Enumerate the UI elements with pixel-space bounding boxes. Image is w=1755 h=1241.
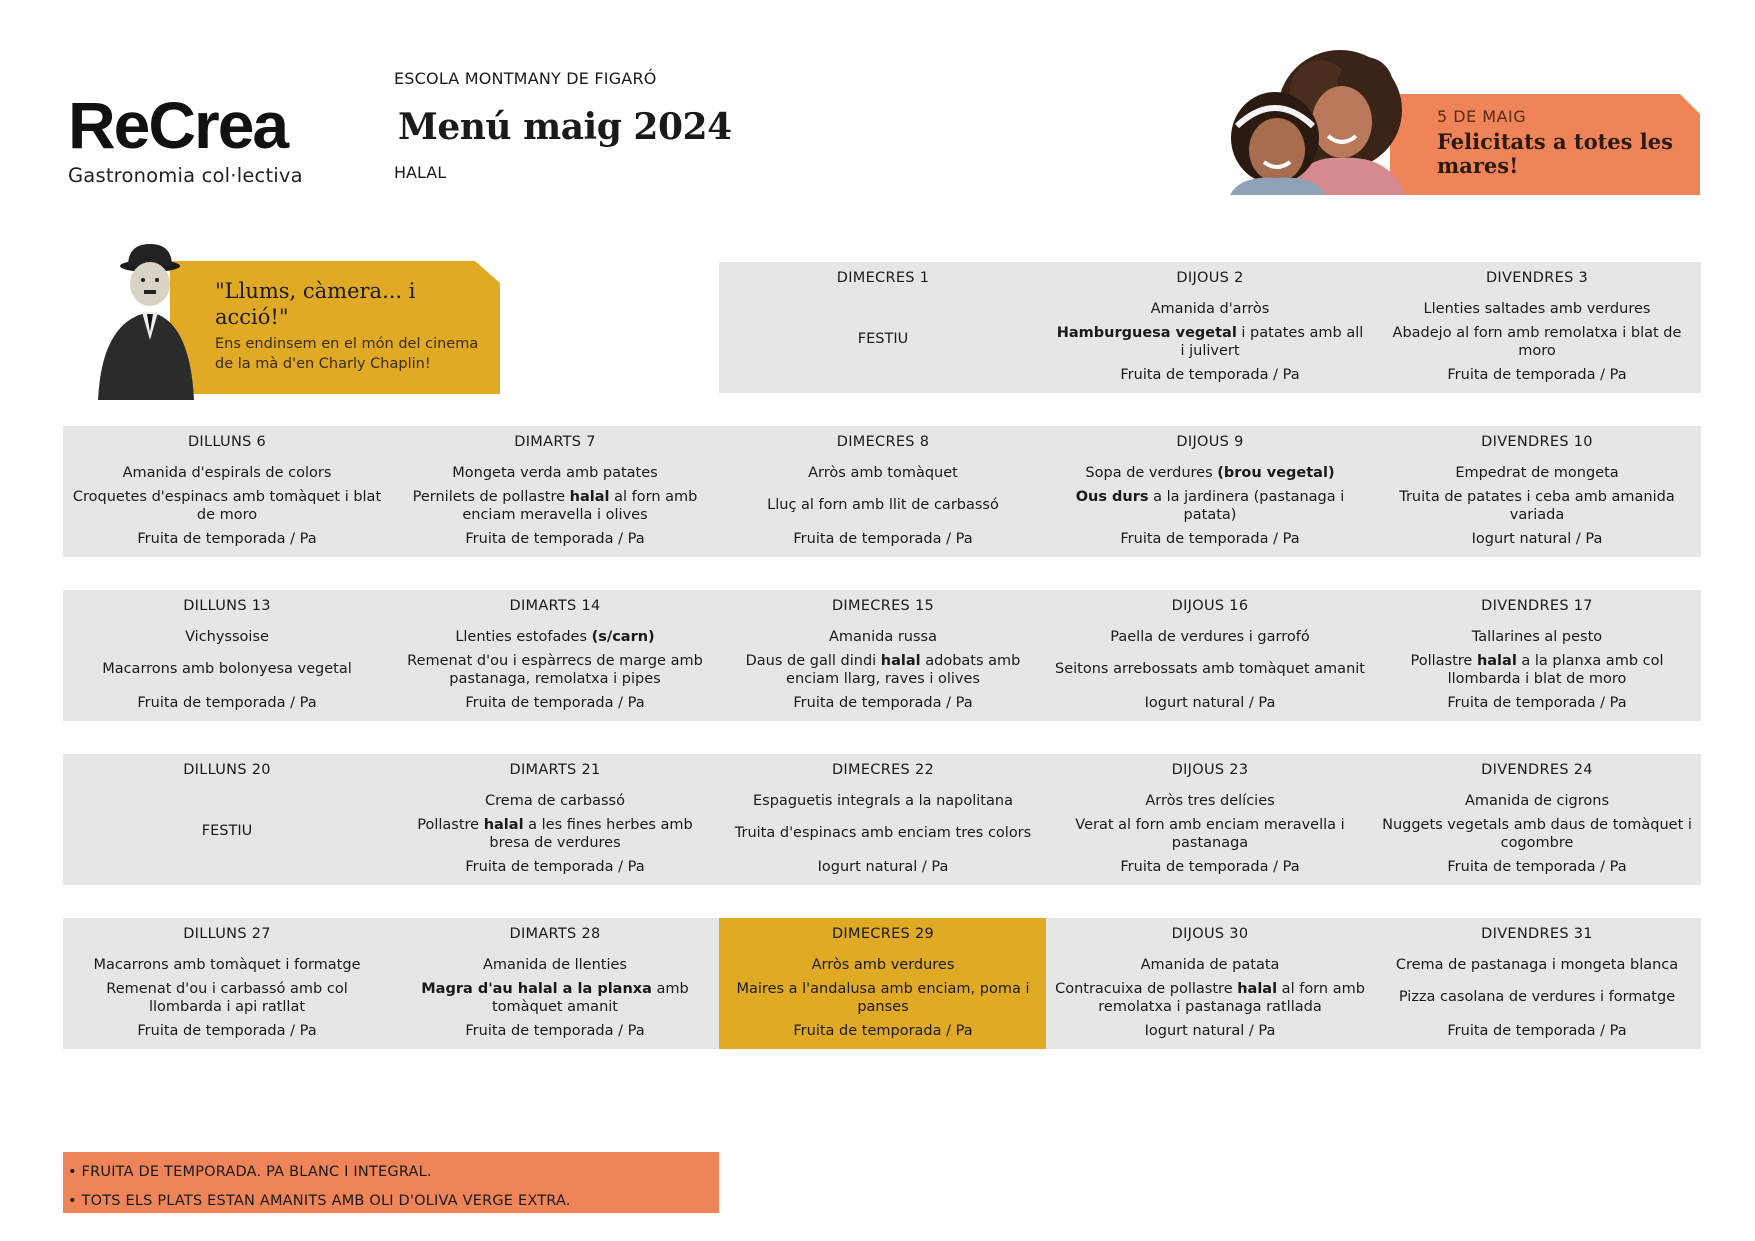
week-row — [63, 262, 1701, 393]
dessert: Fruita de temporada / Pa — [137, 1023, 317, 1039]
day-cell — [1373, 262, 1701, 393]
week-row — [63, 426, 1701, 557]
first-course: Vichyssoise — [185, 629, 269, 645]
day-cell — [391, 918, 719, 1049]
mother-daughter-photo — [1200, 50, 1415, 195]
second-course — [1054, 324, 1366, 360]
first-course: Mongeta verda amb patates — [452, 465, 658, 481]
second-course-highlight: halal — [880, 653, 921, 669]
day-label: DILLUNS 13 — [183, 598, 271, 614]
dessert: Fruita de temporada / Pa — [793, 531, 973, 547]
mothers-day-message: Felicitats a totes les mares! — [1437, 129, 1673, 178]
day-cell — [1046, 590, 1374, 721]
day-cell — [63, 918, 391, 1049]
empty-day-cell — [63, 262, 391, 393]
day-cell — [1373, 590, 1701, 721]
first-course: Empedrat de mongeta — [1455, 465, 1619, 481]
first-course: Amanida russa — [829, 629, 937, 645]
dessert: Fruita de temporada / Pa — [465, 1023, 645, 1039]
day-label: DIMECRES 8 — [836, 434, 930, 450]
day-cell — [1046, 918, 1374, 1049]
second-course: Truita d'espinacs amb enciam tres colors — [734, 825, 1032, 841]
second-course-text: amb tomàquet amanit — [492, 981, 689, 1015]
day-cell — [1373, 754, 1701, 885]
second-course: Truita de patates i ceba amb amanida variada — [1399, 489, 1675, 523]
day-cell — [1046, 262, 1374, 393]
second-course — [399, 980, 711, 1016]
day-label: DIMARTS 28 — [509, 926, 601, 942]
day-cell — [391, 590, 719, 721]
day-label: DIJOUS 23 — [1171, 762, 1249, 778]
day-label: DIVENDRES 17 — [1481, 598, 1593, 614]
first-course-text: Sopa de verdures — [1085, 465, 1218, 481]
day-label: DIJOUS 9 — [1176, 434, 1244, 450]
dessert: Fruita de temporada / Pa — [465, 695, 645, 711]
dessert: Fruita de temporada / Pa — [1447, 367, 1627, 383]
day-cell — [391, 426, 719, 557]
day-label: DILLUNS 20 — [183, 762, 271, 778]
day-label: DIVENDRES 3 — [1485, 270, 1589, 286]
day-label: DIJOUS 30 — [1171, 926, 1249, 942]
second-course-highlight: halal — [1237, 981, 1278, 997]
second-course — [727, 652, 1039, 688]
day-label: DIVENDRES 31 — [1481, 926, 1593, 942]
menu-notes — [63, 1152, 719, 1213]
day-label: DILLUNS 27 — [183, 926, 271, 942]
brand-logo — [68, 88, 338, 187]
first-course: Arròs amb tomàquet — [808, 465, 958, 481]
empty-day-cell — [391, 262, 719, 393]
dessert: Fruita de temporada / Pa — [1120, 367, 1300, 383]
second-course-highlight: halal — [483, 817, 524, 833]
note-item: • FRUITA DE TEMPORADA. PA BLANC I INTEGRAL. — [68, 1164, 432, 1180]
first-course: Amanida d'arròs — [1150, 301, 1270, 317]
first-course: Amanida de patata — [1140, 957, 1280, 973]
day-cell — [1046, 754, 1374, 885]
second-course-text: al forn amb enciam meravella i olives — [462, 489, 698, 523]
first-course: Amanida de llenties — [483, 957, 627, 973]
brand-tagline: Gastronomia col·lectiva — [68, 164, 303, 187]
dessert: Iogurt natural / Pa — [1144, 1023, 1276, 1039]
day-label: DIMARTS 21 — [509, 762, 601, 778]
dessert: Fruita de temporada / Pa — [137, 695, 317, 711]
second-course-text: a la planxa amb col llombarda i blat de moro — [1447, 653, 1664, 687]
second-course — [1054, 488, 1366, 524]
holiday-label: FESTIU — [201, 823, 253, 839]
second-course: Remenat d'ou i espàrrecs de marge amb pastanaga, remolatxa i pipes — [407, 653, 703, 687]
second-course: Lluç al forn amb llit de carbassó — [767, 497, 999, 513]
day-label: DILLUNS 6 — [187, 434, 267, 450]
second-course-highlight: Hamburguesa vegetal — [1056, 325, 1237, 341]
first-course: Macarrons amb tomàquet i formatge — [93, 957, 361, 973]
mothers-day-date: 5 DE MAIG — [1437, 107, 1527, 126]
day-cell — [719, 590, 1047, 721]
first-course: Amanida de cigrons — [1464, 793, 1610, 809]
second-course: Macarrons amb bolonyesa vegetal — [102, 661, 352, 677]
day-cell — [719, 754, 1047, 885]
highlighted-day-cell — [719, 918, 1047, 1049]
note-item: • TOTS ELS PLATS ESTAN AMANITS AMB OLI D'OLIVA VERGE EXTRA. — [68, 1193, 571, 1209]
dessert: Fruita de temporada / Pa — [1447, 1023, 1627, 1039]
dessert: Iogurt natural / Pa — [817, 859, 949, 875]
dessert: Fruita de temporada / Pa — [793, 695, 973, 711]
day-cell — [63, 754, 391, 885]
mothers-day-banner — [1195, 50, 1700, 195]
first-course: Llenties saltades amb verdures — [1423, 301, 1651, 317]
day-cell — [1373, 426, 1701, 557]
second-course-text: adobats amb enciam llarg, raves i olives — [786, 653, 1021, 687]
dessert: Fruita de temporada / Pa — [465, 531, 645, 547]
dessert: Fruita de temporada / Pa — [793, 1023, 973, 1039]
dessert: Iogurt natural / Pa — [1144, 695, 1276, 711]
second-course — [1381, 652, 1693, 688]
chaplin-subtitle: Ens endinsem en el món del cinema de la mà d'en Charly Chaplin! — [215, 336, 479, 372]
second-course-highlight: Magra d'au halal a la planxa — [421, 981, 652, 997]
second-course-highlight: halal — [1476, 653, 1517, 669]
second-course-text: Contracuixa de pollastre — [1055, 981, 1238, 997]
dessert: Fruita de temporada / Pa — [1447, 695, 1627, 711]
first-course: Crema de pastanaga i mongeta blanca — [1395, 957, 1679, 973]
chaplin-title: "Llums, càmera... i acció!" — [215, 279, 416, 329]
day-cell — [719, 262, 1047, 393]
second-course: Croquetes d'espinacs amb tomàquet i blat de moro — [72, 489, 382, 523]
first-course: Amanida d'espirals de colors — [122, 465, 332, 481]
second-course: Nuggets vegetals amb daus de tomàquet i cogombre — [1382, 817, 1692, 851]
second-course: Pizza casolana de verdures i formatge — [1398, 989, 1676, 1005]
first-course-highlight: (brou vegetal) — [1217, 465, 1335, 481]
first-course: Arròs amb verdures — [811, 957, 955, 973]
dessert: Iogurt natural / Pa — [1471, 531, 1603, 547]
day-cell — [63, 590, 391, 721]
second-course-text: al forn amb remolatxa i pastanaga ratllada — [1098, 981, 1365, 1015]
first-course: Paella de verdures i garrofó — [1110, 629, 1310, 645]
second-course-text: Pollastre — [1410, 653, 1477, 669]
first-course: Tallarines al pesto — [1471, 629, 1603, 645]
day-label: DIVENDRES 24 — [1481, 762, 1593, 778]
day-label: DIJOUS 2 — [1176, 270, 1244, 286]
first-course: Espaguetis integrals a la napolitana — [753, 793, 1013, 809]
day-cell — [391, 754, 719, 885]
first-course — [401, 628, 709, 646]
first-course — [1056, 464, 1364, 482]
second-course: Verat al forn amb enciam meravella i pastanaga — [1075, 817, 1345, 851]
second-course-text: Daus de gall dindi — [745, 653, 881, 669]
day-label: DIMARTS 14 — [509, 598, 601, 614]
day-cell — [719, 426, 1047, 557]
school-name: ESCOLA MONTMANY DE FIGARÓ — [394, 69, 657, 88]
second-course — [1054, 980, 1366, 1016]
day-label: DIVENDRES 10 — [1481, 434, 1593, 450]
dessert: Fruita de temporada / Pa — [465, 859, 645, 875]
page-title: Menú maig 2024 — [398, 106, 732, 148]
day-label: DIMECRES 29 — [831, 926, 935, 942]
first-course-highlight: (s/carn) — [591, 629, 655, 645]
week-row — [63, 754, 1701, 885]
day-label: DIMECRES 22 — [831, 762, 935, 778]
day-label: DIMECRES 1 — [836, 270, 930, 286]
first-course: Crema de carbassó — [485, 793, 625, 809]
second-course: Abadejo al forn amb remolatxa i blat de moro — [1392, 325, 1682, 359]
menu-type: HALAL — [394, 163, 447, 182]
week-row — [63, 918, 1701, 1049]
dessert: Fruita de temporada / Pa — [1447, 859, 1627, 875]
second-course-highlight: halal — [569, 489, 610, 505]
dessert: Fruita de temporada / Pa — [1120, 859, 1300, 875]
first-course: Arròs tres delícies — [1145, 793, 1275, 809]
first-course-text: Llenties estofades — [455, 629, 592, 645]
second-course — [399, 488, 711, 524]
second-course: Remenat d'ou i carbassó amb col llombarda i api ratllat — [106, 981, 348, 1015]
second-course-text: a la jardinera (pastanaga i patata) — [1148, 489, 1345, 523]
second-course — [399, 816, 711, 852]
day-cell — [1046, 426, 1374, 557]
week-row — [63, 590, 1701, 721]
day-label: DIMECRES 15 — [831, 598, 935, 614]
dessert: Fruita de temporada / Pa — [1120, 531, 1300, 547]
second-course-text: Pernilets de pollastre — [412, 489, 570, 505]
second-course-text: a les fines herbes amb bresa de verdures — [489, 817, 693, 851]
day-label: DIMARTS 7 — [514, 434, 596, 450]
second-course-text: Pollastre — [417, 817, 484, 833]
second-course-text: i patates amb all i julivert — [1180, 325, 1364, 359]
day-cell — [63, 426, 391, 557]
second-course: Maires a l'andalusa amb enciam, poma i panses — [736, 981, 1030, 1015]
holiday-label: FESTIU — [857, 331, 909, 347]
day-label: DIJOUS 16 — [1171, 598, 1249, 614]
dessert: Fruita de temporada / Pa — [137, 531, 317, 547]
day-cell — [1373, 918, 1701, 1049]
second-course: Seitons arrebossats amb tomàquet amanit — [1055, 661, 1365, 677]
second-course-highlight: Ous durs — [1075, 489, 1149, 505]
brand-name: ReCrea — [68, 88, 288, 162]
